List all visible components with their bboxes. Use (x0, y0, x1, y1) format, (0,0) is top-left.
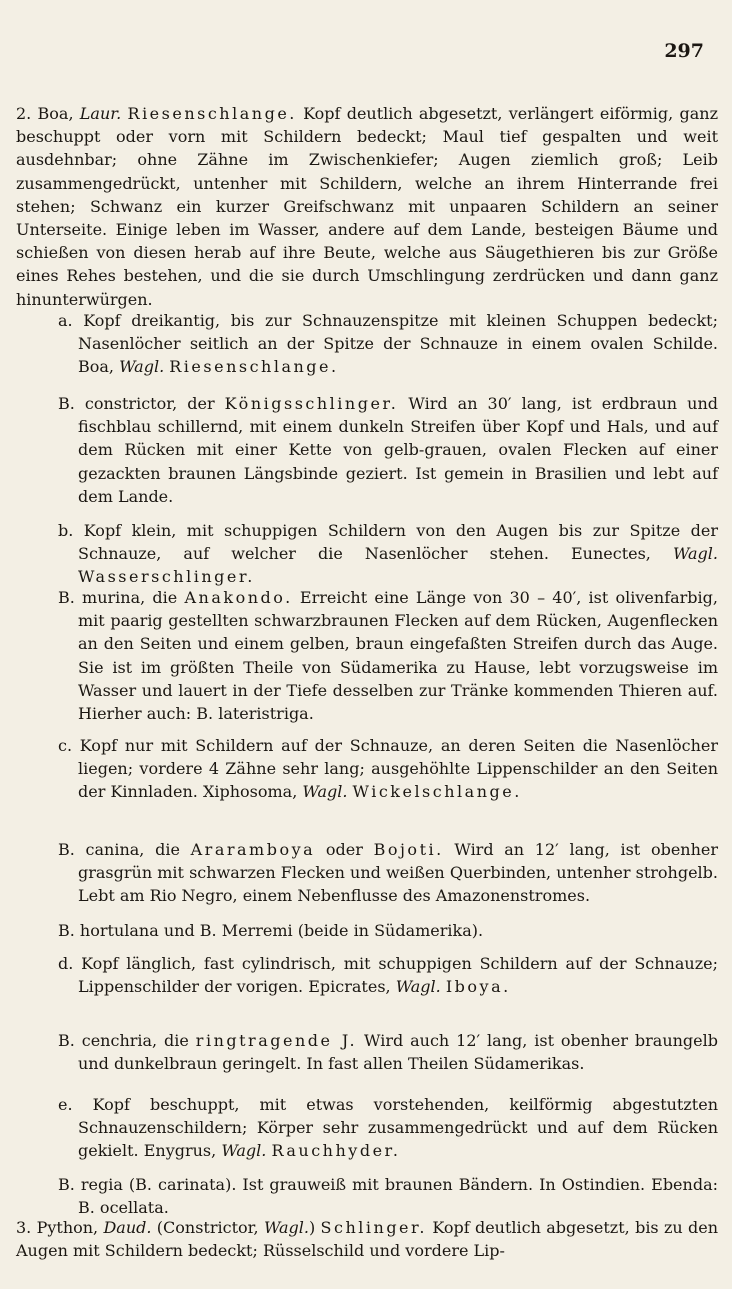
text-run: Wagl. (119, 357, 165, 377)
species-murina-paragraph (58, 586, 718, 725)
text-run: Bojoti. (373, 840, 444, 859)
text-run: b. Kopf klein, mit schuppigen Schildern von den Augen bis zur Spitze der Schnauze, auf welcher die Nasenlöcher stehen. Eunectes, (58, 521, 718, 564)
text-run: Rauchhyder. (271, 1141, 401, 1161)
text-run: B. cenchria, die (58, 1031, 196, 1050)
text-run: (Constrictor, (151, 1218, 264, 1237)
text-run: Wird auch 12′ lang, ist obenher braungelb und dunkelbraun geringelt. In fast allen Theilen Südamerikas. (78, 1031, 718, 1074)
subgenus-b-paragraph (58, 519, 718, 589)
text-run: B. hortulana und B. Merremi (beide in Südamerika). (58, 921, 484, 940)
text-run: c. Kopf nur mit Schildern auf der Schnauze, an deren Seiten die Nasenlöcher liegen; vordere 4 Zähne sehr lang; ausgehöhlte Lippenschilder an den Seiten der Kinnladen. Xiphosoma, (58, 736, 718, 802)
text-run: B. regia (B. carinata). Ist grauweiß mit braunen Bändern. In Ostindien. Ebenda: B. ocellata. (58, 1175, 718, 1218)
text-run: Wagl. (395, 977, 441, 997)
text-run: Wagl. (302, 782, 348, 802)
text-run: Wickelschlange. (352, 782, 522, 802)
text-run: 3. Python, (16, 1218, 104, 1237)
text-run: Wird an 30′ lang, ist erdbraun und fischblau schillernd, mit einem dunkeln Streifen über Kopf und Hals, und auf dem Rücken mit einer Kette von gelb-grauen, ovalen Flecken auf einer gezackten braunen Längsbinde geziert. Ist gemein in Brasilien und lebt auf dem Lande. (78, 394, 719, 506)
text-run: Riesenschlange. (169, 357, 339, 377)
species-canina-paragraph (58, 838, 719, 908)
text-run: Riesenschlange. (127, 104, 297, 123)
text-run: B. murina, die (58, 588, 185, 607)
text-run: oder (315, 840, 374, 859)
text-run: d. Kopf länglich, fast cylindrisch, mit schuppigen Schildern auf der Schnauze; Lippenschilder der vorigen. Epicrates, (58, 954, 718, 997)
text-run: Kopf deutlich abgesetzt, verlängert eiförmig, ganz beschuppt oder vorn mit Schildern bedeckt; Maul tief gespalten und weit ausdehnbar; ohne Zähne im Zwischenkiefer; Augen ziemlich groß; Leib zusammengedrückt, untenher mit Schildern, welche an ihrem Hinterrande frei stehen; Schwanz ein kurzer Greifschwanz mit unpaaren Schildern an seiner Unterseite. Einige leben im Wasser, andere auf dem Lande, besteigen Bäume und schießen von diesen herab auf ihre Beute, welche aus Säugethieren bis zur Größe eines Rehes bestehen, und die sie durch Umschlingung zerdrücken und dann ganz hinunterwürgen. (16, 104, 719, 309)
text-run: Wagl. (263, 1218, 309, 1237)
subgenus-a-paragraph (58, 309, 718, 379)
text-run: Schlinger. (320, 1218, 427, 1237)
text-run: Daud. (103, 1218, 152, 1237)
text-run: Wird an 12′ lang, ist obenher grasgrün mit schwarzen Flecken und weißen Querbinden, untenher strohgelb. Lebt am Rio Negro, einem Nebenflusse des Amazonenstromes. (78, 840, 719, 906)
text-run: 2. Boa, (16, 104, 80, 123)
text-run: Laur. (79, 104, 122, 123)
text-run: ) (308, 1218, 321, 1237)
text-run: Wagl. (672, 544, 718, 564)
text-run: Wagl. (221, 1141, 267, 1161)
text-run: Anakondo. (184, 588, 293, 607)
text-run: Erreicht eine Länge von 30 – 40′, ist olivenfarbig, mit paarig gestellten schwarzbraunen Flecken auf dem Rücken, Augenflecken an den Seiten und einem gelben, braun eingefaßten Streifen durch das Auge. Sie ist im größten Theile von Südamerika zu Hause, lebt vorzugsweise im Wasser und lauert in der Tiefe desselben zur Tränke kommenden Thieren auf. Hierher auch: B. lateristriga. (78, 588, 718, 724)
text-run: a. Kopf dreikantig, bis zur Schnauzenspitze mit kleinen Schuppen bedeckt; Nasenlöcher seitlich an der Spitze der Schnauze in einem ovalen Schilde. Boa, (58, 311, 718, 377)
subgenus-e-paragraph (58, 1093, 718, 1163)
text-run: ringtragende J. (195, 1031, 358, 1050)
text-run: B. canina, die (58, 840, 191, 859)
subgenus-d-paragraph (58, 952, 718, 998)
text-run: B. constrictor, der (58, 394, 225, 413)
text-run: Wasserschlinger. (78, 567, 255, 587)
species-constrictor-paragraph (58, 392, 719, 508)
species-hortulana-paragraph (58, 919, 718, 942)
species-regia-paragraph (58, 1173, 718, 1219)
genus-python-paragraph (16, 1216, 718, 1262)
genus-boa-paragraph (16, 102, 718, 311)
page-number: 297 (664, 40, 704, 62)
text-run: Kopf deutlich abgesetzt, bis zu den Augen mit Schildern bedeckt; Rüsselschild und vordere Lip- (16, 1218, 719, 1261)
species-cenchria-paragraph (58, 1029, 718, 1075)
subgenus-c-paragraph (58, 734, 718, 804)
text-run: e. Kopf beschuppt, mit etwas vorstehenden, keilförmig abgestutzten Schnauzenschildern; Körper sehr zusammengedrückt und auf dem Rücken gekielt. Enygrus, (58, 1095, 718, 1161)
text-run: Königsschlinger. (224, 394, 399, 413)
text-run: Araramboya (190, 840, 316, 859)
text-run: Iboya. (445, 977, 511, 997)
